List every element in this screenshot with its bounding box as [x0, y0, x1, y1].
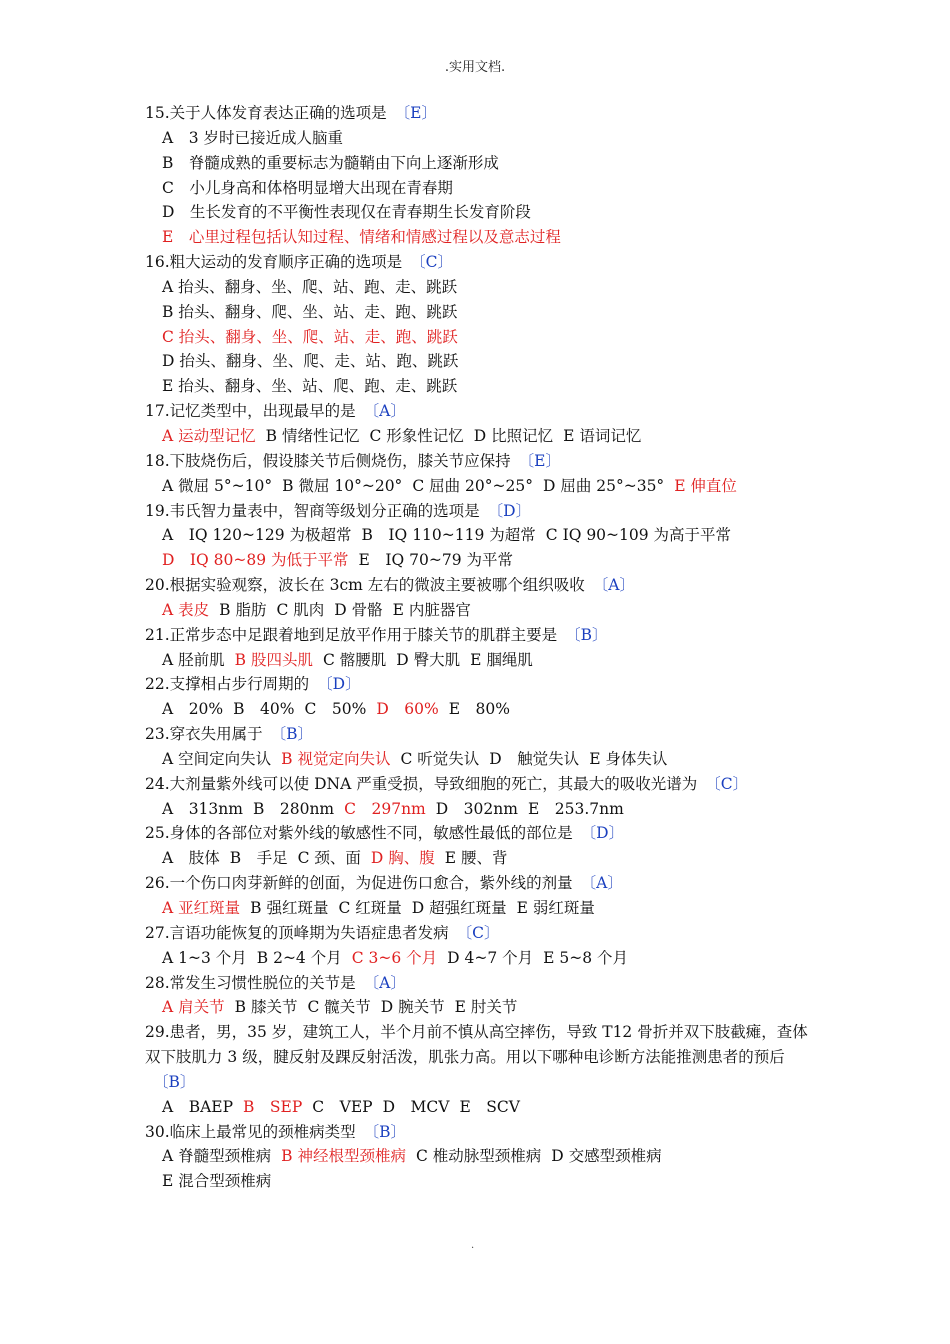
question-block	[145, 722, 815, 772]
option: D 抬头、翻身、坐、爬、走、站、跑、跳跃	[162, 352, 459, 371]
options-row	[145, 126, 815, 151]
option: A 1~3 个月	[162, 948, 247, 967]
option: E 语词记忆	[563, 426, 642, 445]
question-number: 29.	[145, 1023, 170, 1042]
option: D 触觉失认	[489, 749, 580, 768]
question-stem	[145, 772, 815, 797]
answer-label: 〔D〕	[487, 501, 532, 520]
option: C 颈、面	[297, 849, 361, 868]
question-number: 19.	[145, 501, 170, 520]
answer-label: 〔A〕	[592, 576, 635, 595]
question-list	[145, 101, 815, 1194]
option: D 骨骼	[334, 600, 383, 619]
option: B 40%	[233, 700, 295, 719]
options-row	[145, 349, 815, 374]
question-stem	[145, 971, 815, 996]
answer-label: 〔B〕	[565, 625, 608, 644]
answer-label: 〔C〕	[456, 923, 500, 942]
correct-option: B 股四头肌	[234, 650, 313, 669]
option: C 屈曲 20°~25°	[412, 476, 533, 495]
option: E 肘关节	[454, 998, 518, 1017]
option: A 微屈 5°~10°	[162, 476, 273, 495]
answer-label: 〔C〕	[410, 253, 454, 272]
option: D 腕关节	[380, 998, 445, 1017]
question-block	[145, 1120, 815, 1195]
options-row	[145, 697, 815, 722]
option: D 交感型颈椎病	[551, 1147, 662, 1166]
question-text: 身体的各部位对紫外线的敏感性不同，敏感性最低的部位是	[169, 824, 573, 843]
option: E 弱红斑量	[516, 899, 595, 917]
options-row	[145, 300, 815, 325]
answer-label: 〔B〕	[363, 1122, 407, 1141]
answer-label: 〔B〕	[153, 1072, 196, 1091]
correct-option: C 抬头、翻身、坐、爬、站、走、跑、跳跃	[162, 327, 458, 346]
answer-label: 〔D〕	[580, 824, 625, 843]
question-block	[145, 573, 815, 623]
option: D 比照记忆	[473, 426, 554, 445]
question-block	[145, 101, 815, 250]
question-stem	[145, 672, 815, 697]
question-stem	[145, 250, 815, 275]
question-text: 根据实验观察，波长在 3cm 左右的微波主要被哪个组织吸收	[169, 576, 585, 595]
option: A 肢体	[162, 849, 220, 868]
options-row	[145, 896, 815, 921]
option: C 椎动脉型颈椎病	[415, 1147, 542, 1166]
option: D 4~7 个月	[447, 948, 534, 967]
question-number: 16.	[145, 253, 170, 272]
question-stem	[145, 1020, 815, 1095]
question-stem	[145, 871, 815, 896]
answer-label: 〔A〕	[363, 973, 406, 992]
question-number: 20.	[145, 576, 170, 595]
option: C 形象性记忆	[369, 426, 464, 445]
option: A 脊髓型颈椎病	[162, 1147, 272, 1166]
question-number: 22.	[145, 675, 170, 694]
option: C IQ 90~109 为高于平常	[545, 526, 732, 545]
options-row	[145, 523, 815, 548]
options-row	[145, 176, 815, 201]
question-block	[145, 921, 815, 971]
question-stem	[145, 101, 815, 126]
options-row	[145, 846, 815, 871]
question-text: 粗大运动的发育顺序正确的选项是	[169, 253, 403, 272]
option: E SCV	[459, 1097, 520, 1116]
question-block	[145, 1020, 815, 1119]
question-stem	[145, 573, 815, 598]
answer-label: 〔D〕	[317, 675, 361, 694]
option: E 抬头、翻身、坐、站、爬、跑、走、跳跃	[162, 377, 458, 396]
question-number: 15.	[145, 104, 170, 122]
option: B 抬头、翻身、爬、坐、站、走、跑、跳跃	[162, 302, 458, 321]
option: D 屈曲 25°~35°	[542, 476, 665, 495]
question-number: 25.	[145, 824, 170, 843]
question-block	[145, 971, 815, 1021]
option: A 3 岁时已接近成人脑重	[162, 128, 343, 147]
question-number: 18.	[145, 451, 170, 470]
question-text: 下肢烧伤后，假设膝关节后侧烧伤，膝关节应保持	[169, 451, 511, 470]
option: E 内脏器官	[392, 600, 471, 619]
question-text: 一个伤口肉芽新鲜的创面，为促进伤口愈合，紫外线的剂量	[169, 874, 573, 893]
options-row	[145, 747, 815, 772]
question-text: 韦氏智力量表中，智商等级划分正确的选项是	[169, 501, 480, 520]
correct-option: C 297nm	[344, 799, 426, 818]
page-footer: .	[471, 1240, 475, 1251]
question-block	[145, 871, 815, 921]
answer-label: 〔E〕	[518, 451, 561, 470]
option: B 强红斑量	[250, 899, 329, 917]
options-row	[145, 325, 815, 350]
question-stem	[145, 449, 815, 474]
option: B 280nm	[252, 799, 335, 818]
correct-option: B 神经根型颈椎病	[281, 1147, 406, 1166]
option: C 听觉失认	[400, 749, 480, 768]
correct-option: C 3~6 个月	[351, 948, 438, 967]
option: C 50%	[304, 700, 367, 719]
question-block	[145, 623, 815, 673]
option: E 253.7nm	[527, 799, 624, 818]
question-block	[145, 250, 815, 399]
question-number: 28.	[145, 973, 170, 992]
question-block	[145, 821, 815, 871]
question-block	[145, 399, 815, 449]
correct-option: B SEP	[243, 1097, 303, 1116]
option: D 臀大肌	[396, 650, 461, 669]
option: E 身体失认	[589, 749, 668, 768]
option: B 脊髓成熟的重要标志为髓鞘由下向上逐渐形成	[162, 153, 499, 172]
question-number: 17.	[145, 402, 170, 421]
option: C 小儿身高和体格明显增大出现在青春期	[162, 178, 453, 197]
question-stem	[145, 821, 815, 846]
option: E IQ 70~79 为平常	[358, 551, 513, 570]
option: E 腰、背	[444, 849, 508, 868]
option: A 313nm	[162, 799, 243, 818]
question-text: 临床上最常见的颈椎病类型	[169, 1122, 356, 1141]
option: A BAEP	[162, 1097, 234, 1116]
option: B 情绪性记忆	[265, 426, 360, 445]
options-row	[145, 995, 815, 1020]
question-text: 支撑相占步行周期的	[169, 675, 310, 694]
options-row	[145, 1144, 815, 1169]
option: E 80%	[448, 700, 510, 719]
question-number: 23.	[145, 725, 170, 744]
option: A 抬头、翻身、坐、爬、站、跑、走、跳跃	[162, 277, 458, 296]
question-text: 大剂量紫外线可以使 DNA 严重受损，导致细胞的死亡，其最大的吸收光谱为	[169, 774, 698, 793]
correct-option: E 伸直位	[674, 476, 737, 495]
question-stem	[145, 1120, 815, 1145]
option: B 脂肪	[219, 600, 267, 619]
question-text: 记忆类型中，出现最早的是	[169, 402, 356, 421]
correct-option: D 60%	[376, 700, 439, 719]
options-row	[145, 275, 815, 300]
question-text: 正常步态中足跟着地到足放平作用于膝关节的肌群主要是	[169, 625, 558, 644]
question-stem	[145, 623, 815, 648]
options-row	[145, 648, 815, 673]
option: E 腘绳肌	[470, 650, 533, 669]
answer-label: 〔E〕	[394, 104, 437, 122]
option: D 超强红斑量	[411, 899, 507, 917]
correct-option: A 表皮	[162, 600, 210, 619]
question-text: 患者，男，35 岁，建筑工人，半个月前不慎从高空摔伤，导致 T12 骨折并双下肢截瘫，查体双下肢肌力 3 级，腱反射及踝反射活泼，肌张力高。用以下哪种电诊断方法能推测患者的预后	[145, 1023, 808, 1067]
options-row	[145, 200, 815, 225]
question-stem	[145, 499, 815, 524]
option: C 红斑量	[338, 899, 402, 917]
option: E 5~8 个月	[543, 948, 629, 967]
option: A IQ 120~129 为极超常	[162, 526, 352, 545]
option: E 混合型颈椎病	[162, 1172, 272, 1191]
question-number: 27.	[145, 923, 170, 942]
question-number: 30.	[145, 1122, 170, 1141]
question-text: 言语功能恢复的顶峰期为失语症患者发病	[169, 923, 449, 942]
option: C VEP	[312, 1097, 373, 1116]
option: B 手足	[229, 849, 288, 868]
option: B 微屈 10°~20°	[282, 476, 403, 495]
option: D MCV	[382, 1097, 450, 1116]
page-header: .实用文档.	[444, 60, 506, 75]
options-row	[145, 797, 815, 822]
options-row	[145, 225, 815, 250]
answer-label: 〔C〕	[705, 774, 749, 793]
correct-option: B 视觉定向失认	[281, 749, 391, 768]
question-text: 常发生习惯性脱位的关节是	[169, 973, 356, 992]
question-block	[145, 672, 815, 722]
options-row	[145, 474, 815, 499]
question-number: 21.	[145, 625, 170, 644]
option: D 302nm	[435, 799, 518, 818]
option: A 胫前肌	[162, 650, 225, 669]
question-block	[145, 449, 815, 499]
answer-label: 〔A〕	[580, 874, 623, 893]
options-row	[145, 598, 815, 623]
options-row	[145, 946, 815, 971]
correct-option: D IQ 80~89 为低于平常	[162, 551, 349, 570]
question-text: 关于人体发育表达正确的选项是	[169, 104, 387, 122]
answer-label: 〔B〕	[270, 725, 314, 744]
correct-option: A 运动型记忆	[162, 426, 256, 445]
option: D 生长发育的不平衡性表现仅在青春期生长发育阶段	[162, 203, 531, 222]
question-block	[145, 499, 815, 574]
correct-option: D 胸、腹	[370, 849, 435, 868]
question-stem	[145, 399, 815, 424]
options-row	[145, 548, 815, 573]
options-row	[145, 374, 815, 399]
option: B 膝关节	[234, 998, 298, 1017]
correct-option: A 亚红斑量	[162, 899, 241, 917]
option: C 肌肉	[276, 600, 325, 619]
correct-option: E 心里过程包括认知过程、情绪和情感过程以及意志过程	[162, 228, 561, 247]
question-number: 26.	[145, 874, 170, 893]
question-stem	[145, 921, 815, 946]
option: A 空间定向失认	[162, 749, 272, 768]
question-text: 穿衣失用属于	[169, 725, 263, 744]
options-row	[145, 1169, 815, 1194]
correct-option: A 肩关节	[162, 998, 225, 1017]
option: B IQ 110~119 为超常	[361, 526, 536, 545]
option: C 髂腰肌	[322, 650, 387, 669]
question-stem	[145, 722, 815, 747]
options-row	[145, 151, 815, 176]
answer-label: 〔A〕	[363, 402, 406, 421]
options-row	[145, 1095, 815, 1120]
question-block	[145, 772, 815, 822]
option: A 20%	[162, 700, 224, 719]
option: C 髋关节	[307, 998, 371, 1017]
option: B 2~4 个月	[256, 948, 342, 967]
options-row	[145, 424, 815, 449]
question-number: 24.	[145, 774, 170, 793]
